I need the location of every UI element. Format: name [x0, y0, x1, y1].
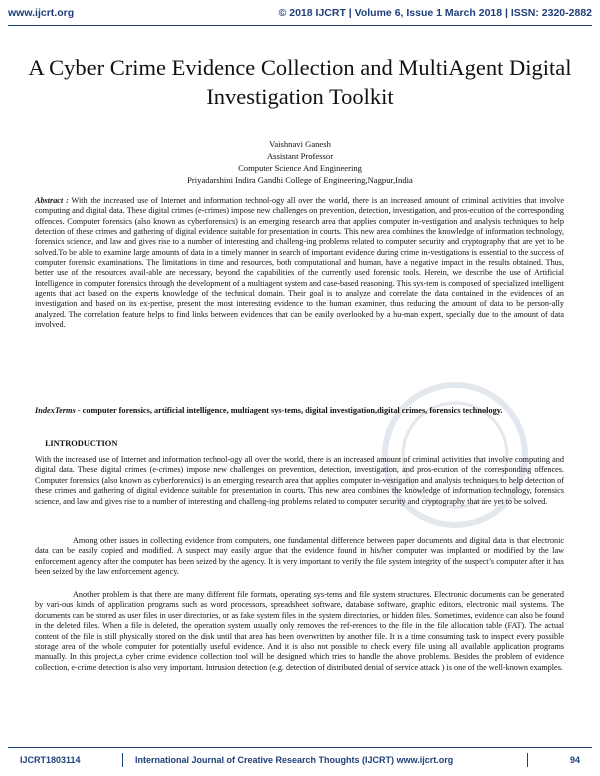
abstract-text: With the increased use of Internet and information technol-ogy all over the world, there is an increased amount of criminal activities that involve computing and digital data. These digital crimes (e-crimes) impose new challenges on prevention, detection, investigation, and pros-ecution of the corresponding offences. Computer forensics (also known as cyberforensics) is an emerging research area that applies computer in-vestigation and analysis techniques to help detection of these crimes and gathering of digital evidence suitable for presentation in courts. This new area combines the knowledge of information technology, forensics science, and law and gives rise to a number of interesting and challeng-ing problems related to computer security and cryptography that are yet to be solved.To be able to examine large amounts of data in a timely manner in search of important evidence during crime in-vestigations is essential to the success of computer forensic examinations. The limitations in time and resources, both computational and human, have a negative impact in the results obtained. Thus, better use of the resources avail-able are necessary, beyond the capabilities of the currently used forensic tools. Herein, we describe the use of Artificial Intelligence in computer forensics through the development of a multiagent system and case-based reasoning. This sys-tem is composed of specialized intelligent agents that act based on the experts knowledge of the technical domain. Their goal is to analyze and correlate the data contained in the evidences of an investigation and based on its ex-pertise, present the most interesting evidence to the human examiner, thus reducing the amount of data to be person-ally analyzed. The correlation feature helps to find links between evidences that can be easily overlooked by a hu-man expert, specially due to the amount of data involved. — [35, 196, 564, 330]
header-citation: © 2018 IJCRT | Volume 6, Issue 1 March 2018 | ISSN: 2320-2882 — [278, 7, 592, 19]
section-heading-introduction: I.INTRODUCTION — [45, 439, 118, 448]
footer-journal-name: International Journal of Creative Research Thoughts (IJCRT) — [135, 755, 395, 765]
page-footer — [20, 752, 580, 768]
body-paragraph: With the increased use of Internet and information technol-ogy all over the world, there is an increased amount of criminal activities that involve computing and digital data. These digital crimes (e-crimes) impose new challenges on prevention, detection, investigation, and pros-ecution of the corresponding offences. Computer forensics (also known as cyberforensics) is an emerging research area that applies computer in-vestigation and analysis techniques to help detection of these crimes and gathering of digital evidence suitable for presentation in courts. This new area combines the knowledge of information technology, forensics science, and law and gives rise to a number of interesting and challeng-ing problems related to computer security and cryptography that are yet to be solved. — [35, 455, 564, 506]
abstract — [35, 196, 564, 330]
footer-separator — [122, 753, 123, 767]
author-affiliation: Priyadarshini Indira Gandhi College of Engineering,Nagpur,India — [187, 175, 413, 185]
index-terms — [35, 405, 564, 416]
body-paragraph: Among other issues in collecting evidence from computers, one fundamental difference between paper documents and digital data is that electronic data can be easily copied and modified. A suspect may easily argue that the evidence found in his/her computer was implanted or modified by the law enforcement agency after the computer has been seized by the agency. It is very important to verify the file system integrity of the suspect’s computer after it has been seized by the law enforcement agency. — [35, 536, 564, 577]
footer-separator — [527, 753, 528, 767]
page-header — [8, 4, 592, 22]
footer-page-number: 94 — [569, 755, 580, 765]
footer-divider — [8, 747, 592, 748]
header-divider — [8, 25, 592, 26]
author-position: Assistant Professor — [266, 151, 334, 161]
footer-journal — [135, 755, 515, 765]
body-paragraph: Another problem is that there are many different file formats, operating sys-tems and file system structures. Electronic documents can be generated by vari-ous kinds of application programs such as word processors, spreadsheet software, database software, graphic editors, electronic mail systems. The documents can be stored as user files in user directories, or as fake system files in the system directories, or hidden files. Sometimes, evidence can also be found in the deleted files. When a file is deleted, the operation system usually only removes the ref-erences to the file in the file allocation table (FAT). The actual content of the file is still physically stored on the disk until that area has been overwritten by another file. It is a time consuming task to inspect every possible storage area of the whole computer for potentially useful evidence. And it is also not possible to check every file using all available application programs manually. In this project,a cyber crime evidence collection tool will be designed which tries to handle the above problems. Besides the problem of evidence collection, e-crime detection is also very important. Intrusion detection (e.g. detection of distributed denial of service attack ) is one of the well-known examples. — [35, 590, 564, 672]
author-name: Vaishnavi Ganesh — [269, 139, 331, 149]
abstract-label: Abstract : — [35, 196, 69, 205]
paper-title: A Cyber Crime Evidence Collection and MultiAgent Digital Investigation Toolkit — [28, 55, 572, 109]
author-block — [0, 138, 600, 186]
footer-paper-id: IJCRT1803114 — [20, 755, 81, 765]
header-site-link[interactable]: www.ijcrt.org — [8, 7, 75, 19]
author-department: Computer Science And Engineering — [238, 163, 362, 173]
footer-url-link[interactable]: www.ijcrt.org — [396, 755, 454, 765]
index-terms-label: IndexTerms - — [35, 406, 81, 415]
index-terms-text: computer forensics, artificial intelligence, multiagent sys-tems, digital investigation,digital crimes, forensics technology. — [80, 406, 503, 415]
